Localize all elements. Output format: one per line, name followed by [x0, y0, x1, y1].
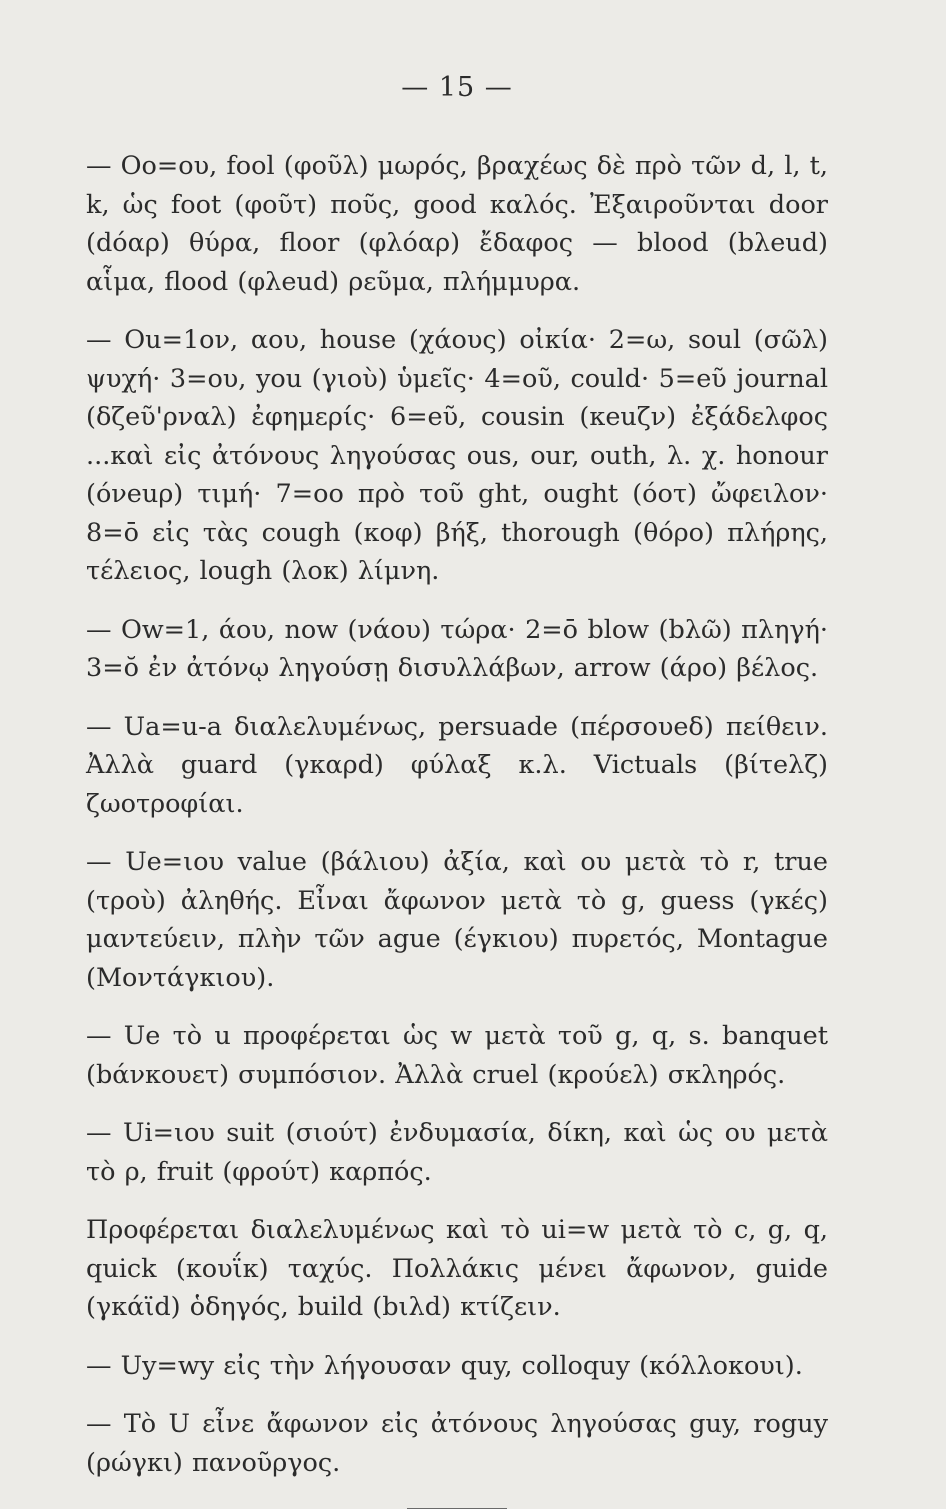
paragraph-ui-w: Προφέρεται διαλελυμένως καὶ τὸ ui=w μετὰ τὸ c, g, q, quick (κουΐκ) ταχύς. Πολλάκις μένει ἄφωνον, guide (γκάϊd) ὁδηγός, build (bιλd) κτίζειν. [86, 1215, 828, 1322]
paragraph-ua: — Ua=u-a διαλελυμένως, persuade (πέρσουeδ) πείθειν. Ἀλλὰ guard (γκαρd) φύλαξ κ.λ. Victuals (βίτeλζ) ζωοτροφίαι. [86, 711, 828, 819]
paragraph-ue: — Ue=ιου value (βάλιου) ἀξία, καὶ ου μετὰ τὸ r, true (τροὺ) ἀληθής. Εἶναι ἄφωνον μετὰ τὸ g, guess (γκές) μαντεύειν, πλὴν τῶν ague (έγκιου) πυρετός, Montague (Μοντάγκιου). [86, 847, 828, 993]
paragraph-u-silent: — Τὸ U εἶνε ἄφωνον εἰς ἀτόνους ληγούσας guy, roguy (ρώγκι) πανοῦργος. [86, 1409, 828, 1478]
paragraph-ue-w: — Ue τὸ u προφέρεται ὡς w μετὰ τοῦ g, q, s. banquet (bάνκουετ) συμπόσιον. Ἀλλὰ cruel (κρούελ) σκληρός. [86, 1021, 828, 1090]
paragraph-ow: — Ow=1, άου, now (νάου) τώρα· 2=ō blow (bλῶ) πληγή· 3=ŏ ἐν ἀτόνῳ ληγούσῃ δισυλλάβων, arrow (άρο) βέλος. [86, 614, 828, 683]
paragraph-uy: — Uy=wy εἰς τὴν λήγουσαν quy, colloquy (κόλλοκουι). [86, 1350, 803, 1381]
paragraph-oo: — Oo=ου, fool (φοῦλ) μωρός, βραχέως δὲ πρὸ τῶν d, l, t, k, ὡς foot (φοῦτ) ποῦς, good καλός. Ἐξαιροῦνται door (dόαρ) θύρα, floor (φλόαρ) ἔδαφος — blood (bλeud) αἷμα, flood (φλeud) ρεῦμα, πλήμμυρα. [86, 151, 828, 297]
page-number: — 15 — [401, 72, 513, 103]
paragraph-ou: — Ou=1ον, αου, house (χάους) οἰκία· 2=ω, soul (σῶλ) ψυχή· 3=ου, you (γιοὺ) ὑμεῖς· 4=οῦ, could· 5=eῦ journal (δζeῦ'ρναλ) ἐφημερίς· 6=eῦ, cousin (κeuζν) ἐξάδελφος ...καὶ εἰς ἀτόνους ληγούσας ous, our, outh, λ. χ. honour (όνeuρ) τιμή· 7=oo πρὸ τοῦ ght, ought (όοτ) ὤφειλον· 8=ō εἰς τὰς cough (κοφ) βήξ, thorough (θόρο) πλήρης, τέλειος, lough (λοκ) λίμνη. [86, 325, 828, 586]
paragraph-ui: — Ui=ιου suit (σιούτ) ἐνδυμασία, δίκη, καὶ ὡς ου μετὰ τὸ ρ, fruit (φρούτ) καρπός. [86, 1118, 828, 1187]
